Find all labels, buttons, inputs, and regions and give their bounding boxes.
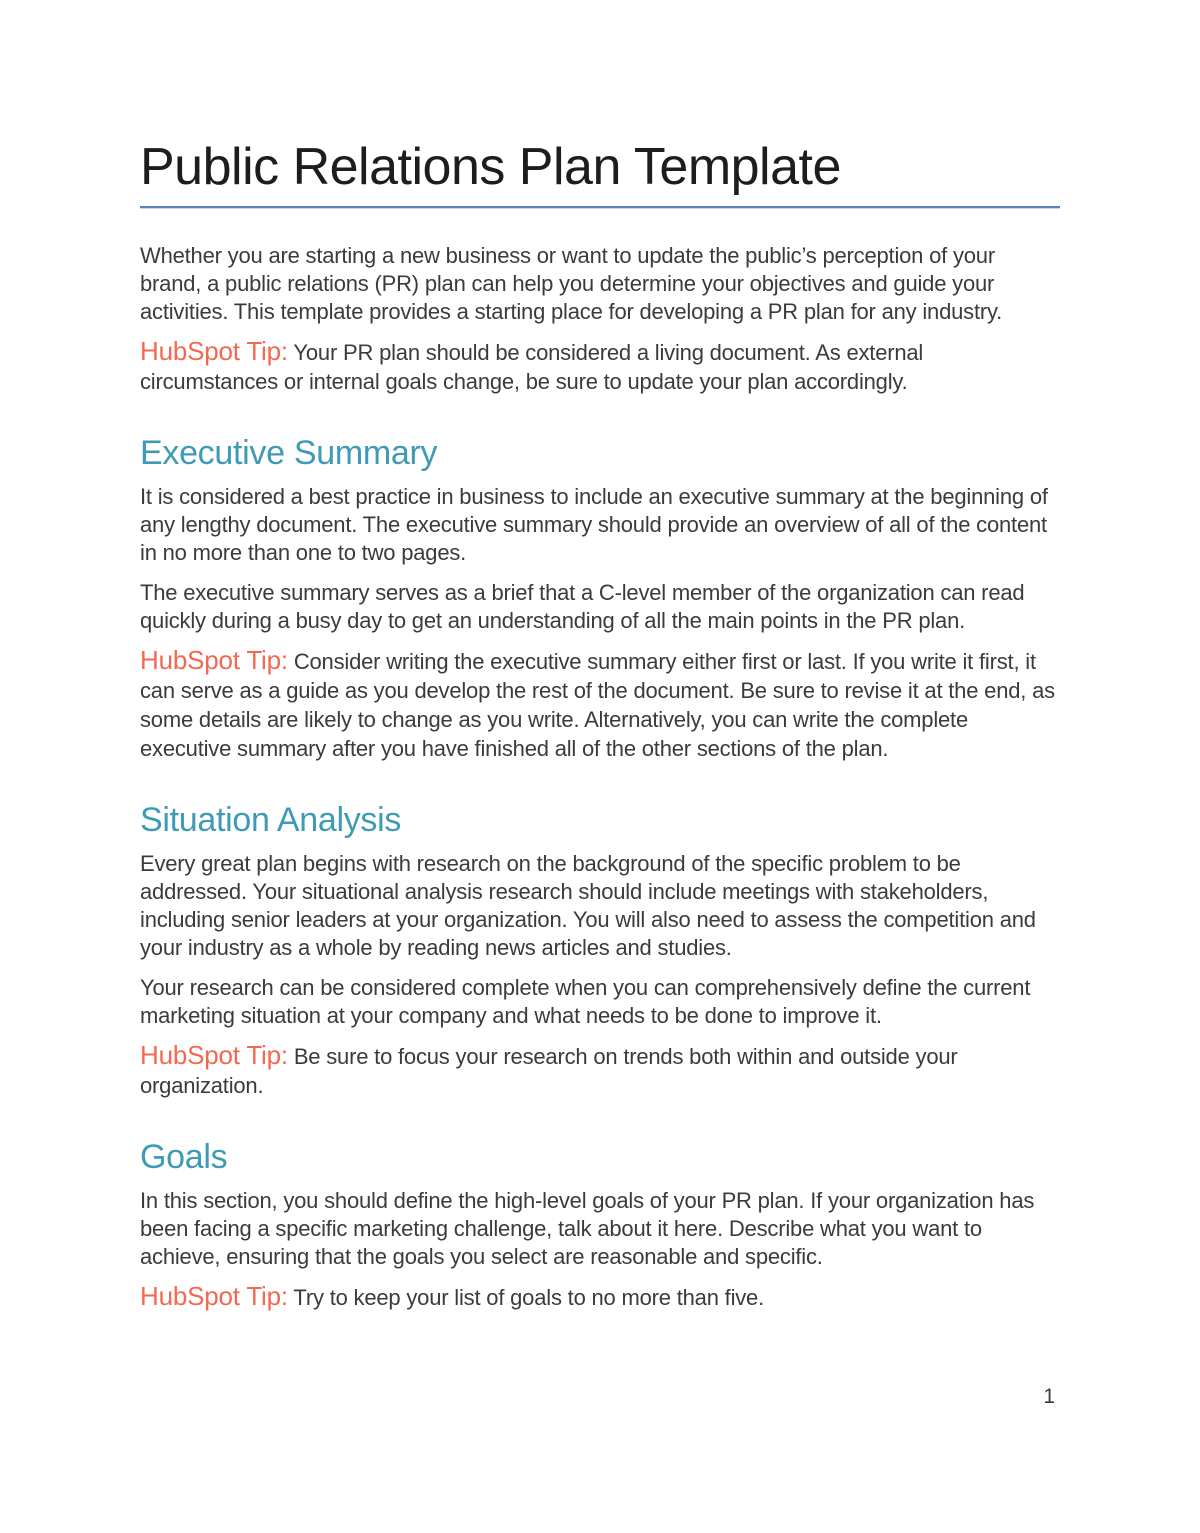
body-paragraph: In this section, you should define the high-level goals of your PR plan. If your organization has been facing a specific marketing challenge, talk about it here. Describe what you want to achieve, ensuring that the goals you select are reasonable and specific. [140, 1188, 1035, 1269]
tip-paragraph [140, 338, 1060, 396]
tip-label: HubSpot Tip: [140, 645, 288, 675]
page-number: 1 [1043, 1385, 1055, 1408]
tip-text: Consider writing the executive summary either first or last. If you write it first, it can serve as a guide as you develop the rest of the document. Be sure to revise it at the end, as some details are likely to change as you write. Alternatively, you can write the complete executive summary after you have finished all of the other sections of the plan. [140, 649, 1055, 761]
tip-paragraph [140, 1042, 1060, 1100]
tip-paragraph [140, 647, 1060, 763]
page-title: Public Relations Plan Template [140, 138, 1060, 208]
intro-paragraph: Whether you are starting a new business or want to update the public’s perception of your brand, a public relations (PR) plan can help you determine your objectives and guide your activities. This template provides a starting place for developing a PR plan for any industry. [140, 243, 1003, 324]
tip-label: HubSpot Tip: [140, 1281, 288, 1311]
section-heading: Goals [140, 1138, 228, 1176]
body-paragraph: The executive summary serves as a brief that a C-level member of the organization can read quickly during a busy day to get an understanding of all the main points in the PR plan. [140, 580, 1025, 633]
tip-text: Try to keep your list of goals to no more than five. [287, 1285, 765, 1310]
section-heading: Situation Analysis [140, 801, 402, 839]
section-executive-summary [140, 434, 1060, 763]
body-paragraph: Your research can be considered complete when you can comprehensively define the current marketing situation at your company and what needs to be done to improve it. [140, 975, 1031, 1028]
tip-label: HubSpot Tip: [140, 1040, 288, 1070]
section-goals [140, 1138, 1060, 1312]
tip-label: HubSpot Tip: [140, 336, 288, 366]
body-paragraph: It is considered a best practice in business to include an executive summary at the beginning of any lengthy document. The executive summary should provide an overview of all of the content in no more than one to two pages. [140, 484, 1048, 565]
intro-section [140, 242, 1060, 396]
section-heading: Executive Summary [140, 434, 438, 472]
tip-text: Be sure to focus your research on trends both within and outside your organization. [140, 1044, 958, 1098]
tip-text: Your PR plan should be considered a living document. As external circumstances or internal goals change, be sure to update your plan accordingly. [140, 340, 924, 394]
tip-paragraph [140, 1283, 1060, 1312]
section-situation-analysis [140, 801, 1060, 1100]
body-paragraph: Every great plan begins with research on the background of the specific problem to be addressed. Your situational analysis research should include meetings with stakeholders, including senior leaders at your organization. You will also need to assess the competition and your industry as a whole by reading news articles and studies. [140, 851, 1036, 960]
document-content [140, 138, 1060, 1324]
